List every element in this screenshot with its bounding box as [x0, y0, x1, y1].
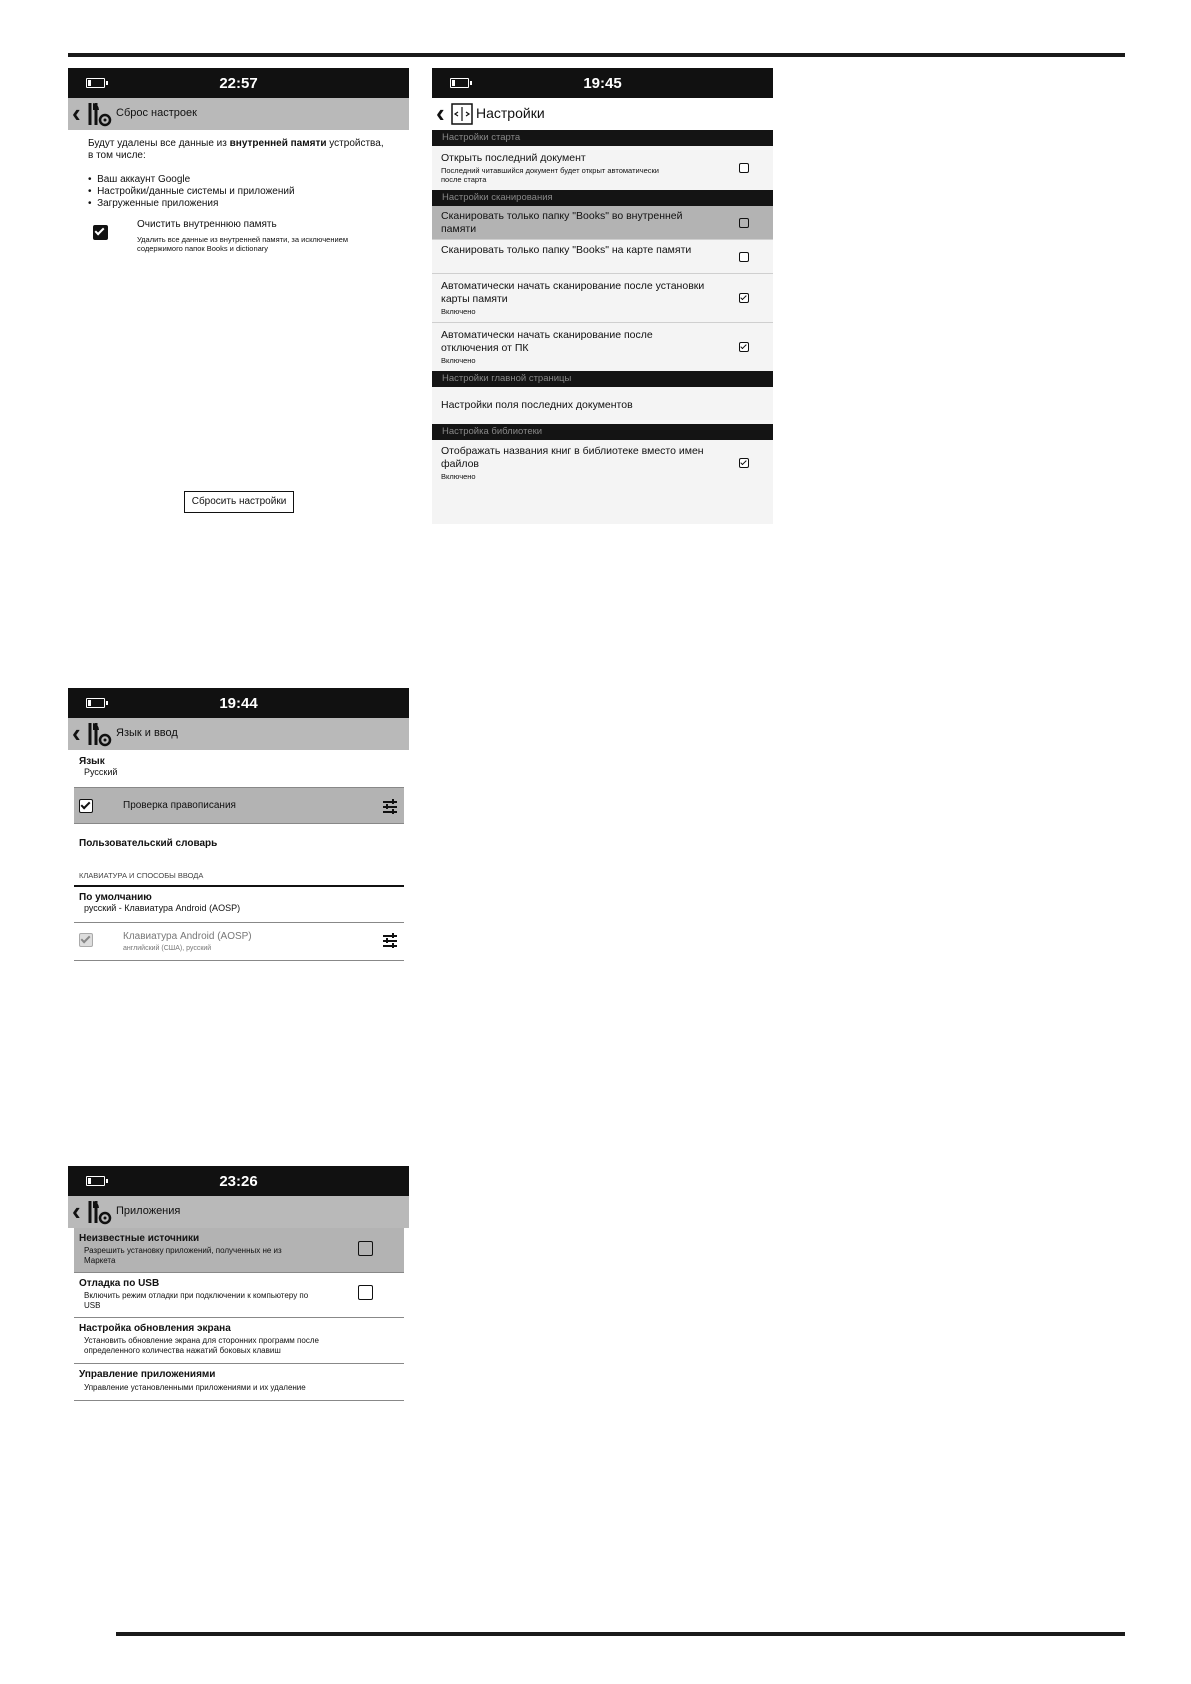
row-status: Включено	[441, 356, 476, 365]
top-rule	[68, 53, 1125, 57]
tune-icon[interactable]	[383, 934, 397, 947]
clock: 22:57	[219, 75, 258, 92]
user-dictionary[interactable]: Пользовательский словарь	[79, 838, 218, 849]
usb-debug-row[interactable]	[74, 1273, 404, 1318]
scan-internal-row[interactable]	[432, 206, 773, 240]
list-item: • Настройки/данные системы и приложений	[88, 186, 295, 197]
book-icon	[451, 103, 473, 125]
bottom-rule	[116, 1632, 1125, 1636]
clear-memory-checkbox[interactable]	[93, 225, 108, 240]
aosp-checkbox[interactable]	[79, 933, 93, 947]
spellcheck-checkbox[interactable]	[79, 799, 93, 813]
clear-memory-title: Очистить внутреннюю память	[137, 219, 277, 230]
intro-part1: Будут удалены все данные из	[88, 138, 230, 149]
default-value: русский - Клавиатура Android (AOSP)	[84, 903, 241, 913]
row-title: Настройки поля последних документов	[441, 399, 633, 411]
row-title: Отладка по USB	[79, 1278, 160, 1289]
row-status: Включено	[441, 472, 476, 481]
intro-text	[88, 138, 384, 162]
aosp-title: Клавиатура Android (AOSP)	[123, 931, 252, 942]
row-title: Автоматически начать сканирование после отключения от ПК	[441, 329, 653, 354]
row-title: Открыть последний документ	[441, 152, 586, 164]
reset-screen	[68, 68, 409, 528]
status-bar	[68, 688, 409, 718]
list-item: • Ваш аккаунт Google	[88, 174, 191, 185]
scan-card-row[interactable]	[432, 240, 773, 274]
screen-title: Настройки	[476, 105, 545, 121]
language-screen	[68, 688, 409, 968]
auto-scan-card-checkbox[interactable]	[739, 293, 749, 303]
screen-refresh-row[interactable]	[74, 1318, 404, 1364]
reset-button[interactable]: Сбросить настройки	[184, 491, 294, 513]
intro-bold: внутренней памяти	[229, 138, 327, 149]
row-status: Включено	[441, 307, 476, 316]
auto-scan-pc-row[interactable]	[432, 323, 773, 371]
intro-line2: в том числе:	[88, 150, 146, 161]
back-icon[interactable]: ‹	[72, 718, 81, 748]
row-desc: Включить режим отладки при подключении к компьютеру по USB	[84, 1291, 309, 1310]
row-desc: Разрешить установку приложений, полученных не из Маркета	[84, 1246, 282, 1265]
row-title: Сканировать только папку "Books" на карте памяти	[441, 244, 692, 256]
show-titles-checkbox[interactable]	[739, 458, 749, 468]
settings-tools-icon	[86, 1199, 112, 1225]
row-title: Автоматически начать сканирование после установки карты памяти	[441, 280, 705, 305]
open-last-checkbox[interactable]	[739, 163, 749, 173]
language-value: Русский	[84, 767, 118, 777]
apps-screen	[68, 1166, 409, 1406]
aosp-desc: английский (США), русский	[123, 945, 212, 952]
app-bar	[432, 98, 773, 131]
section-home: Настройки главной страницы	[432, 371, 773, 387]
default-title: По умолчанию	[79, 892, 152, 903]
status-bar	[432, 68, 773, 98]
bullet-list	[88, 174, 295, 210]
back-icon[interactable]: ‹	[72, 98, 81, 128]
row-desc: Управление установленными приложениями и их удаление	[84, 1383, 306, 1392]
row-desc: Установить обновление экрана для сторонних программ после определенного количества нажатий боковых клавиш	[84, 1336, 319, 1355]
settings-tools-icon	[86, 101, 112, 127]
row-title: Неизвестные источники	[79, 1233, 200, 1244]
screen-title: Сброс настроек	[116, 107, 197, 119]
app-bar	[68, 1196, 409, 1228]
clock: 23:26	[219, 1173, 258, 1190]
back-icon[interactable]: ‹	[436, 98, 445, 128]
status-bar	[68, 68, 409, 98]
app-bar	[68, 718, 409, 750]
screen-title: Приложения	[116, 1205, 181, 1217]
clear-memory-desc: Удалить все данные из внутренней памяти, за исключением содержимого папок Books и dictionary	[137, 235, 349, 253]
settings-tools-icon	[86, 721, 112, 747]
settings-screen	[432, 68, 773, 524]
language-item[interactable]	[79, 756, 399, 780]
tune-icon[interactable]	[383, 800, 397, 813]
divider	[74, 960, 404, 961]
default-keyboard-item[interactable]	[79, 892, 399, 920]
usb-debug-checkbox[interactable]	[358, 1285, 373, 1300]
screen-title: Язык и ввод	[116, 727, 178, 739]
row-title: Отображать названия книг в библиотеке вместо имен файлов	[441, 445, 704, 470]
recent-docs-row[interactable]	[432, 387, 773, 424]
row-desc: Последний читавшийся документ будет открыт автоматически после старта	[441, 166, 659, 184]
spellcheck-row[interactable]	[74, 787, 404, 824]
status-bar	[68, 1166, 409, 1196]
auto-scan-pc-checkbox[interactable]	[739, 342, 749, 352]
scan-card-checkbox[interactable]	[739, 252, 749, 262]
aosp-keyboard-row[interactable]	[74, 923, 404, 959]
section-library: Настройка библиотеки	[432, 424, 773, 440]
clock: 19:44	[219, 695, 258, 712]
unknown-sources-checkbox[interactable]	[358, 1241, 373, 1256]
divider	[74, 885, 404, 887]
section-start: Настройки старта	[432, 130, 773, 146]
clock: 19:45	[583, 75, 622, 92]
back-icon[interactable]: ‹	[72, 1196, 81, 1226]
intro-part2: устройства,	[326, 138, 384, 149]
spellcheck-label: Проверка правописания	[123, 800, 236, 811]
manage-apps-row[interactable]	[74, 1364, 404, 1401]
auto-scan-card-row[interactable]	[432, 274, 773, 323]
row-title: Настройка обновления экрана	[79, 1323, 231, 1334]
scan-internal-checkbox[interactable]	[739, 218, 749, 228]
app-bar	[68, 98, 409, 130]
language-title: Язык	[79, 756, 105, 767]
row-title: Управление приложениями	[79, 1369, 216, 1380]
show-titles-row[interactable]	[432, 440, 773, 524]
row-title: Сканировать только папку "Books" во внутренней памяти	[441, 210, 683, 235]
keyboard-section-header: КЛАВИАТУРА И СПОСОБЫ ВВОДА	[79, 871, 204, 880]
list-item: • Загруженные приложения	[88, 198, 219, 209]
unknown-sources-row[interactable]	[74, 1228, 404, 1273]
open-last-document-row[interactable]	[432, 146, 773, 190]
section-scan: Настройки сканирования	[432, 190, 773, 206]
